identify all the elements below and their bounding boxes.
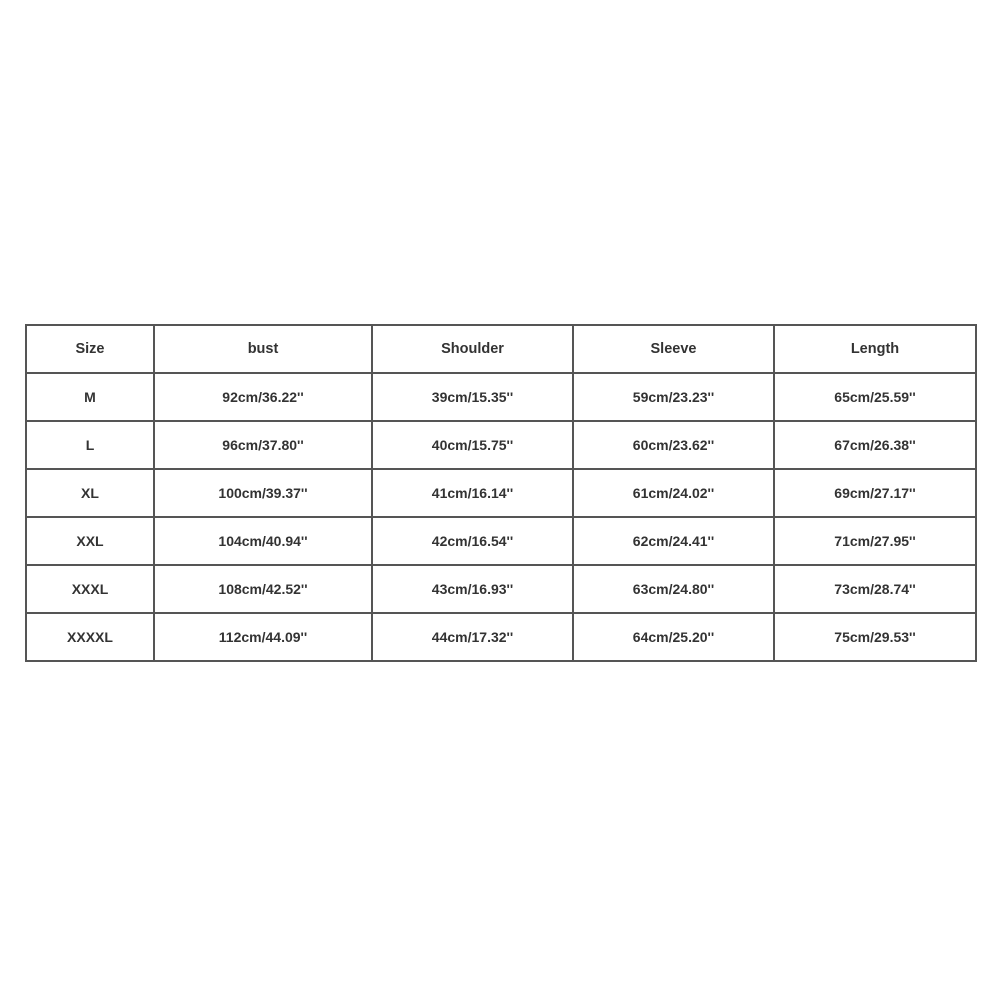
- table-row: [26, 469, 976, 517]
- cell-shoulder: 42cm/16.54'': [372, 517, 573, 565]
- cell-sleeve: 64cm/25.20'': [573, 613, 774, 661]
- cell-length: 69cm/27.17'': [774, 469, 976, 517]
- header-length: Length: [774, 325, 976, 373]
- table-row: [26, 517, 976, 565]
- cell-sleeve: 59cm/23.23'': [573, 373, 774, 421]
- cell-length: 67cm/26.38'': [774, 421, 976, 469]
- size-chart-table: [25, 324, 977, 662]
- cell-shoulder: 43cm/16.93'': [372, 565, 573, 613]
- header-bust: bust: [154, 325, 372, 373]
- cell-size: L: [26, 421, 154, 469]
- cell-bust: 96cm/37.80'': [154, 421, 372, 469]
- cell-bust: 92cm/36.22'': [154, 373, 372, 421]
- table-row: [26, 613, 976, 661]
- cell-length: 73cm/28.74'': [774, 565, 976, 613]
- cell-shoulder: 39cm/15.35'': [372, 373, 573, 421]
- table-row: [26, 421, 976, 469]
- cell-shoulder: 40cm/15.75'': [372, 421, 573, 469]
- cell-size: XXXXL: [26, 613, 154, 661]
- table-row: [26, 565, 976, 613]
- cell-bust: 108cm/42.52'': [154, 565, 372, 613]
- table-header-row: [26, 325, 976, 373]
- cell-sleeve: 62cm/24.41'': [573, 517, 774, 565]
- cell-length: 65cm/25.59'': [774, 373, 976, 421]
- cell-size: XL: [26, 469, 154, 517]
- header-sleeve: Sleeve: [573, 325, 774, 373]
- cell-bust: 104cm/40.94'': [154, 517, 372, 565]
- header-size: Size: [26, 325, 154, 373]
- cell-sleeve: 63cm/24.80'': [573, 565, 774, 613]
- cell-shoulder: 44cm/17.32'': [372, 613, 573, 661]
- header-shoulder: Shoulder: [372, 325, 573, 373]
- cell-sleeve: 61cm/24.02'': [573, 469, 774, 517]
- cell-size: M: [26, 373, 154, 421]
- cell-bust: 100cm/39.37'': [154, 469, 372, 517]
- cell-bust: 112cm/44.09'': [154, 613, 372, 661]
- cell-length: 71cm/27.95'': [774, 517, 976, 565]
- cell-size: XXL: [26, 517, 154, 565]
- cell-shoulder: 41cm/16.14'': [372, 469, 573, 517]
- cell-length: 75cm/29.53'': [774, 613, 976, 661]
- cell-size: XXXL: [26, 565, 154, 613]
- table-row: [26, 373, 976, 421]
- cell-sleeve: 60cm/23.62'': [573, 421, 774, 469]
